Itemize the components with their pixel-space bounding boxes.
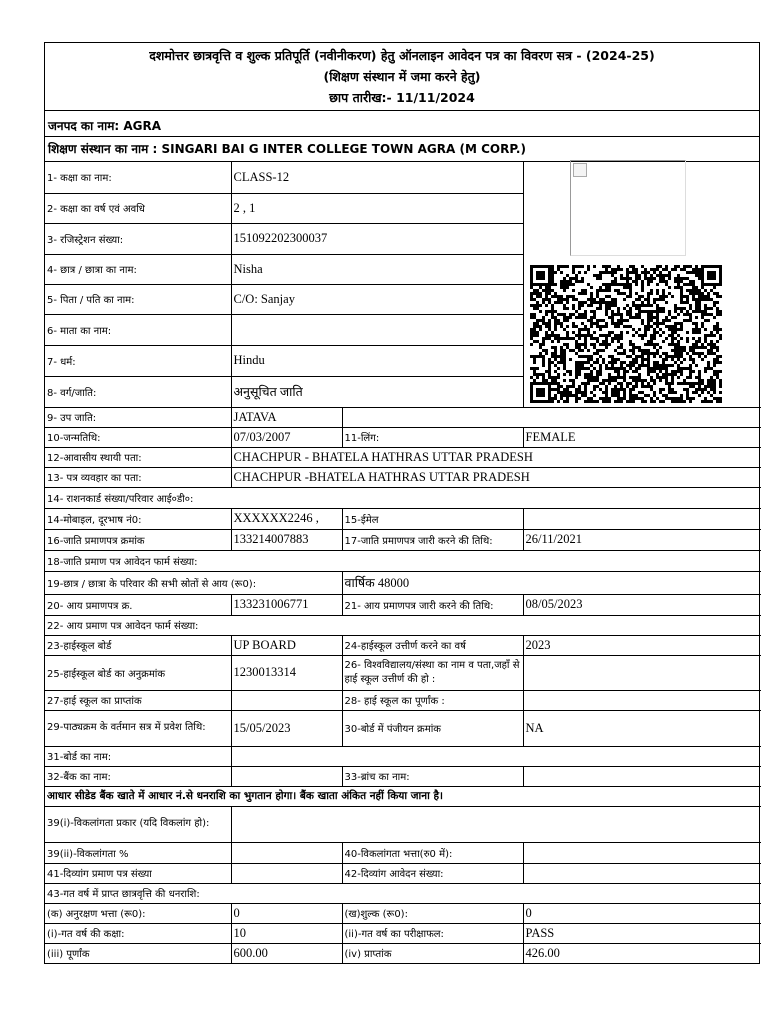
value-hs-year: 2023 <box>523 635 761 655</box>
label-class: 1- कक्षा का नाम: <box>45 162 231 193</box>
value-bank-name <box>231 766 342 786</box>
label-hs-max: 28- हाई स्कूल का पूर्णांक : <box>342 690 523 710</box>
institution-name: शिक्षण संस्थान का नाम : SINGARI BAI G INTER COLLEGE TOWN AGRA (M CORP.) <box>45 137 759 162</box>
qr-code <box>530 265 722 403</box>
aadhaar-note: आधार सीडेड बैंक खाते में आधार नं.से धनराशि का भुगतान होगा। बैंक खाता अंकित नहीं किया जाना है। <box>45 786 761 806</box>
broken-image-icon <box>573 163 587 177</box>
label-gender: 11-लिंग: <box>342 427 523 447</box>
value-hs-max <box>523 690 761 710</box>
district-name: जनपद का नाम: AGRA <box>45 111 759 137</box>
label-branch-name: 33-ब्रांच का नाम: <box>342 766 523 786</box>
value-class: CLASS-12 <box>231 162 523 193</box>
value-disability-allowance <box>523 842 761 863</box>
label-hs-institute: 26- विश्वविद्यालय/संस्था का नाम व पता,जहाँ से हाई स्कूल उत्तीर्ण की हो : <box>342 655 523 690</box>
value-income-cert: 133231006771 <box>231 594 342 615</box>
label-mobile: 14-मोबाइल, दूरभाष नं0: <box>45 508 231 529</box>
value-family-income: वार्षिक 48000 <box>342 571 761 594</box>
value-sub-caste: JATAVA <box>231 407 342 427</box>
label-category: 8- वर्ग/जाति: <box>45 376 231 407</box>
label-permanent-address: 12-आवासीय स्थायी पता: <box>45 447 231 467</box>
label-mother-name: 6- माता का नाम: <box>45 314 231 345</box>
value-correspondence-address: CHACHPUR -BHATELA HATHRAS UTTAR PRADESH <box>231 467 761 487</box>
value-dob: 07/03/2007 <box>231 427 342 447</box>
value-board-name <box>231 746 761 766</box>
label-family-income: 19-छात्र / छात्रा के परिवार की सभी स्रोतों से आय (रू0): <box>45 571 342 594</box>
label-prev-class: (i)-गत वर्ष की कक्षा: <box>45 923 231 943</box>
label-student-name: 4- छात्र / छात्रा का नाम: <box>45 254 231 284</box>
label-maintenance: (क) अनुरक्षण भत्ता (रू0): <box>45 903 231 923</box>
label-income-form-no: 22- आय प्रमाण पत्र आवेदन फार्म संख्या: <box>45 615 761 635</box>
label-fee: (ख)शुल्क (रू0): <box>342 903 523 923</box>
label-hs-board: 23-हाईस्कूल बोर्ड <box>45 635 231 655</box>
value-hs-rollno: 1230013314 <box>231 655 342 690</box>
value-fee: 0 <box>523 903 761 923</box>
value-religion: Hindu <box>231 345 523 376</box>
label-class-year: 2- कक्षा का वर्ष एवं अवधि <box>45 193 231 223</box>
form-subtitle: (शिक्षण संस्थान में जमा करने हेतु) <box>323 69 481 84</box>
label-income-cert: 20- आय प्रमाणपत्र क्र. <box>45 594 231 615</box>
label-disability-app: 42-दिव्यांग आवेदन संख्या: <box>342 863 523 883</box>
value-mobile: XXXXXX2246 , <box>231 508 342 529</box>
label-obtained-marks: (iv) प्राप्तांक <box>342 943 523 963</box>
label-admission-date: 29-पाठ्यक्रम के वर्तमान सत्र में प्रवेश तिथि: <box>45 710 231 746</box>
label-income-cert-date: 21- आय प्रमाणपत्र जारी करने की तिथि: <box>342 594 523 615</box>
label-registration: 3- रजिस्ट्रेशन संख्या: <box>45 223 231 254</box>
value-father-name: C/O: Sanjay <box>231 284 523 314</box>
label-hs-rollno: 25-हाईस्कूल बोर्ड का अनुक्रमांक <box>45 655 231 690</box>
label-hs-year: 24-हाईस्कूल उत्तीर्ण करने का वर्ष <box>342 635 523 655</box>
label-disability-type: 39(i)-विकलांगता प्रकार (यदि विकलांग हो): <box>45 806 231 842</box>
value-caste-cert-date: 26/11/2021 <box>523 529 761 550</box>
label-caste-cert: 16-जाति प्रमाणपत्र क्रमांक <box>45 529 231 550</box>
label-bank-name: 32-बैंक का नाम: <box>45 766 231 786</box>
value-maintenance: 0 <box>231 903 342 923</box>
label-ration-card: 14- राशनकार्ड संख्या/परिवार आई०डी०: <box>45 487 761 508</box>
label-disability-percent: 39(ii)-विकलांगता % <box>45 842 231 863</box>
label-email: 15-ईमेल <box>342 508 523 529</box>
value-gender: FEMALE <box>523 427 761 447</box>
label-father-name: 5- पिता / पति का नाम: <box>45 284 231 314</box>
value-hs-institute <box>523 655 761 690</box>
label-hs-obtained: 27-हाई स्कूल का प्राप्तांक <box>45 690 231 710</box>
label-disability-allowance: 40-विकलांगता भत्ता(रु0 में): <box>342 842 523 863</box>
label-religion: 7- धर्म: <box>45 345 231 376</box>
label-board-name: 31-बोर्ड का नाम: <box>45 746 231 766</box>
value-student-name: Nisha <box>231 254 523 284</box>
label-board-reg: 30-बोर्ड में पंजीयन क्रमांक <box>342 710 523 746</box>
value-email <box>523 508 761 529</box>
label-disability-cert: 41-दिव्यांग प्रमाण पत्र संख्या <box>45 863 231 883</box>
value-admission-date: 15/05/2023 <box>231 710 342 746</box>
value-hs-obtained <box>231 690 342 710</box>
value-registration: 151092202300037 <box>231 223 523 254</box>
value-disability-type <box>231 806 761 842</box>
label-prev-result: (ii)-गत वर्ष का परीक्षाफल: <box>342 923 523 943</box>
value-class-year: 2 , 1 <box>231 193 523 223</box>
value-disability-percent <box>231 842 342 863</box>
value-max-marks: 600.00 <box>231 943 342 963</box>
label-prev-scholarship: 43-गत वर्ष में प्राप्त छात्रवृत्ति की धनराशि: <box>45 883 761 903</box>
label-dob: 10-जन्मतिथि: <box>45 427 231 447</box>
value-hs-board: UP BOARD <box>231 635 342 655</box>
value-mother-name <box>231 314 523 345</box>
value-permanent-address: CHACHPUR - BHATELA HATHRAS UTTAR PRADESH <box>231 447 761 467</box>
label-caste-form-no: 18-जाति प्रमाण पत्र आवेदन फार्म संख्या: <box>45 550 761 571</box>
form-header <box>45 43 759 111</box>
label-correspondence-address: 13- पत्र व्यवहार का पता: <box>45 467 231 487</box>
value-branch-name <box>523 766 761 786</box>
form-title: दशमोत्तर छात्रवृत्ति व शुल्क प्रतिपूर्ति (नवीनीकरण) हेतु ऑनलाइन आवेदन पत्र का विवरण सत्र - (2024-25) <box>149 48 655 63</box>
label-sub-caste: 9- उप जाति: <box>45 407 231 427</box>
value-category: अनुसूचित जाति <box>231 376 523 407</box>
value-disability-app <box>523 863 761 883</box>
value-income-cert-date: 08/05/2023 <box>523 594 761 615</box>
label-max-marks: (iii) पूर्णांक <box>45 943 231 963</box>
label-caste-cert-date: 17-जाति प्रमाणपत्र जारी करने की तिथि: <box>342 529 523 550</box>
value-disability-cert <box>231 863 342 883</box>
value-caste-cert: 133214007883 <box>231 529 342 550</box>
student-photo <box>570 160 686 256</box>
value-prev-result: PASS <box>523 923 761 943</box>
value-obtained-marks: 426.00 <box>523 943 761 963</box>
print-date: छाप तारीख:- 11/11/2024 <box>329 90 475 105</box>
value-board-reg: NA <box>523 710 761 746</box>
value-prev-class: 10 <box>231 923 342 943</box>
qr-modules <box>530 265 722 403</box>
